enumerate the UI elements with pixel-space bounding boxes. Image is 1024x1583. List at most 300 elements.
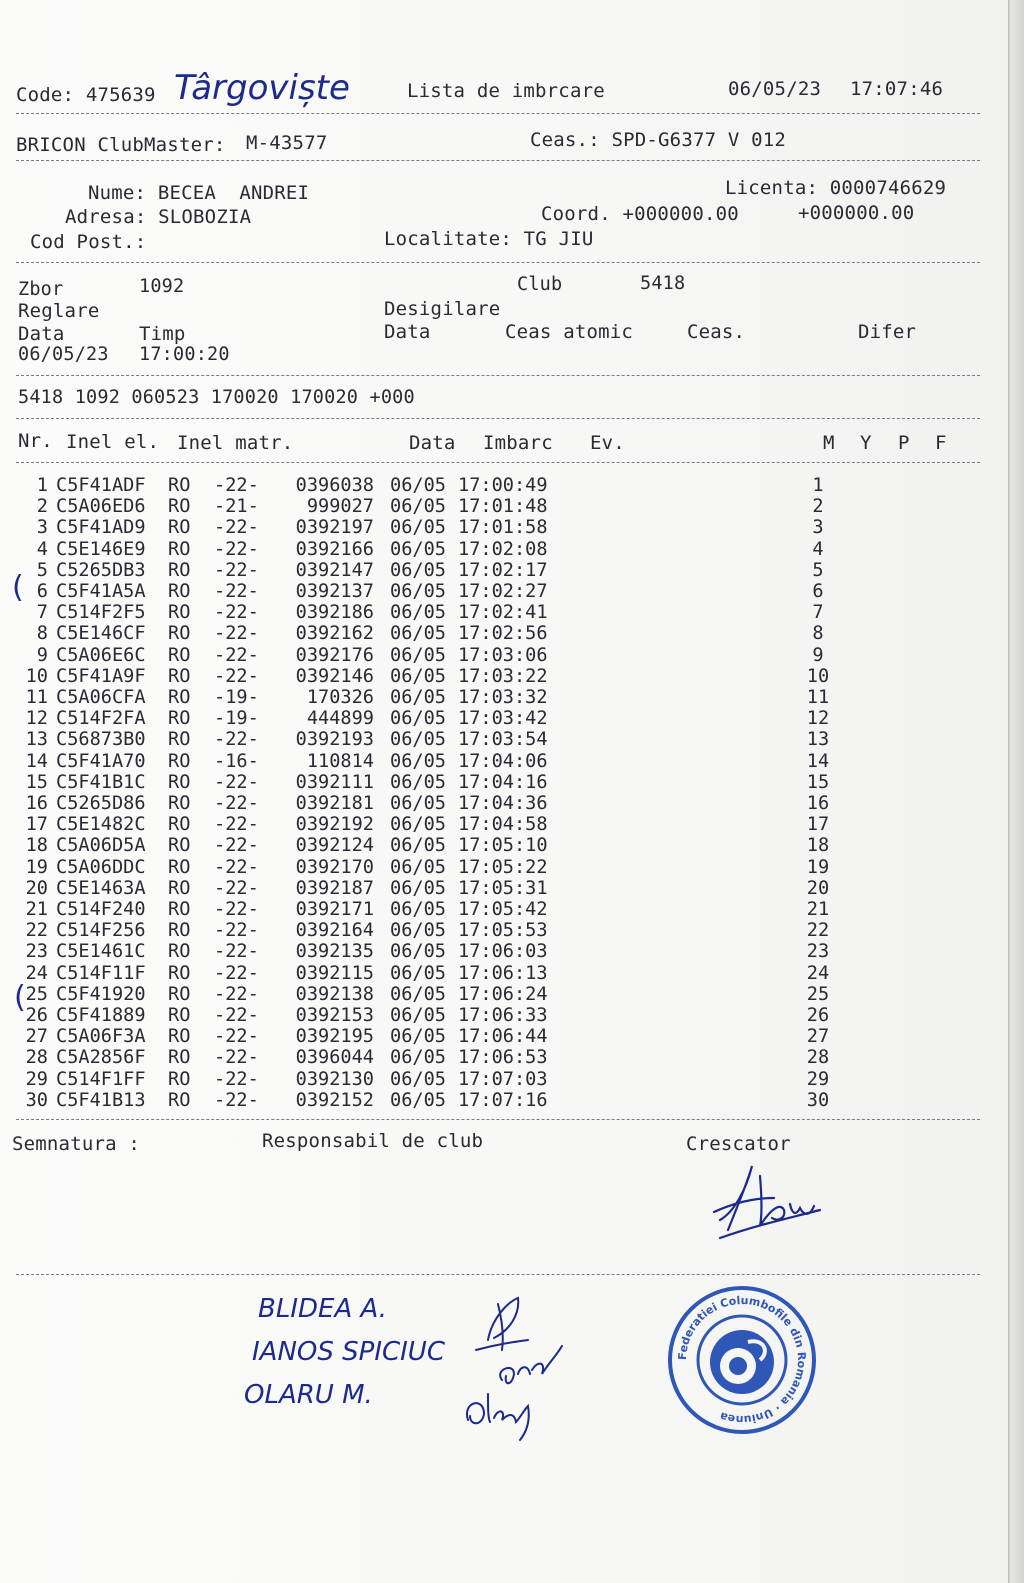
cell-el: C5A06E6C: [56, 644, 146, 666]
cell-co: RO: [168, 708, 191, 730]
cell-da: 06/05: [390, 835, 446, 857]
cell-ma: 0392192: [295, 814, 374, 836]
table-row: [18, 1090, 838, 1111]
owner-address-line: Adresa: SLOBOZIA: [65, 206, 252, 228]
cell-m: 13: [806, 729, 830, 751]
cell-el: C514F11F: [56, 962, 146, 984]
cell-ti: 17:00:49: [458, 475, 548, 496]
license-line: Licenta: 0000746629: [725, 177, 947, 199]
cell-el: C5F41889: [56, 1005, 146, 1027]
cell-yr: -22-: [214, 1005, 259, 1027]
cell-co: RO: [168, 750, 191, 772]
difer-label: Difer: [858, 321, 917, 343]
table-row: [18, 899, 838, 920]
cell-ev: [558, 857, 798, 878]
cell-da: 06/05: [390, 1047, 446, 1069]
cell-ti: 17:02:56: [458, 623, 548, 645]
cell-m: 1: [812, 475, 824, 496]
cell-el: C5E1482C: [56, 814, 146, 836]
cell-m: 16: [806, 793, 830, 815]
ceas-label: Ceas.: [687, 321, 746, 343]
cell-ti: 17:03:06: [458, 644, 548, 666]
cell-yr: -22-: [214, 475, 259, 496]
basketing-table: [18, 475, 838, 1111]
cell-ti: 17:06:24: [458, 983, 548, 1005]
cell-nr: 8: [36, 623, 48, 645]
cell-nr: 21: [25, 899, 48, 921]
cell-el: C5A06CFA: [56, 687, 146, 709]
table-row: [18, 602, 838, 623]
cell-m: 28: [806, 1047, 830, 1069]
cell-co: RO: [168, 920, 191, 942]
federation-stamp: [664, 1282, 820, 1438]
cell-m: 14: [806, 750, 830, 772]
table-row: [18, 517, 838, 538]
cell-nr: 6: [36, 581, 48, 603]
cell-nr: 22: [25, 920, 48, 942]
owner-address: SLOBOZIA: [158, 206, 252, 228]
th-f: F: [935, 432, 947, 454]
divider: [16, 375, 980, 376]
cell-yr: -22-: [214, 1089, 259, 1111]
cell-nr: 16: [25, 793, 48, 815]
cell-nr: 14: [25, 750, 48, 772]
cell-ti: 17:05:42: [458, 899, 548, 921]
cell-ev: [558, 729, 798, 750]
reglare-label: Reglare: [18, 300, 100, 322]
cell-yr: -22-: [214, 983, 259, 1005]
cell-nr: 24: [25, 962, 48, 984]
cell-co: RO: [168, 559, 191, 581]
cell-co: RO: [168, 538, 191, 560]
cell-yr: -21-: [214, 496, 259, 518]
cell-ev: [558, 751, 798, 772]
cell-ma: 0392124: [295, 835, 374, 857]
reg-date: 06/05/23: [18, 344, 109, 365]
cell-el: C5F41A70: [56, 750, 146, 772]
cell-yr: -22-: [214, 856, 259, 878]
cell-el: C5F41B13: [56, 1089, 146, 1111]
cell-ti: 17:06:53: [458, 1047, 548, 1069]
cell-nr: 5: [36, 559, 48, 581]
cell-co: RO: [168, 877, 191, 899]
pen-mark-bracket: (: [12, 570, 24, 605]
cell-ti: 17:05:53: [458, 920, 548, 942]
cell-da: 06/05: [390, 1026, 446, 1048]
cell-ti: 17:05:22: [458, 856, 548, 878]
cell-ev: [558, 666, 798, 687]
cell-m: 21: [806, 899, 830, 921]
cell-yr: -22-: [214, 644, 259, 666]
paper-edge: [1008, 0, 1024, 1583]
cell-co: RO: [168, 941, 191, 963]
breeder-label: Crescator: [686, 1133, 791, 1155]
table-row: [18, 963, 838, 984]
atomic-label: Ceas atomic: [505, 321, 634, 343]
cell-ev: [558, 878, 798, 899]
cell-nr: 11: [25, 687, 48, 709]
cell-m: 29: [806, 1068, 830, 1090]
cell-da: 06/05: [390, 920, 446, 942]
cell-ma: 0392138: [295, 983, 374, 1005]
th-nr: Nr.: [18, 430, 53, 452]
cell-da: 06/05: [390, 538, 446, 560]
divider: [16, 160, 980, 161]
cell-m: 12: [806, 708, 830, 730]
cell-co: RO: [168, 1089, 191, 1111]
cell-el: C514F2F5: [56, 602, 146, 624]
cell-ma: 0392195: [295, 1026, 374, 1048]
cell-ti: 17:07:03: [458, 1068, 548, 1090]
cell-m: 20: [806, 877, 830, 899]
cell-yr: -22-: [214, 559, 259, 581]
cell-yr: -22-: [214, 1068, 259, 1090]
cell-da: 06/05: [390, 644, 446, 666]
table-row: [18, 623, 838, 644]
cell-ma: 444899: [306, 708, 374, 730]
cell-co: RO: [168, 517, 191, 539]
club-label: Club: [517, 274, 563, 295]
cell-ti: 17:03:32: [458, 687, 548, 709]
table-row: [18, 1026, 838, 1047]
clock-value: SPD-G6377 V 012: [611, 129, 787, 151]
cell-da: 06/05: [390, 793, 446, 815]
cell-ti: 17:06:44: [458, 1026, 548, 1048]
table-row: [18, 857, 838, 878]
cell-ma: 0392181: [295, 793, 374, 815]
cell-ti: 17:03:22: [458, 665, 548, 687]
cell-m: 5: [812, 559, 824, 581]
cell-co: RO: [168, 793, 191, 815]
cell-co: RO: [168, 729, 191, 751]
table-row: [18, 878, 838, 899]
cell-el: C5A06ED6: [56, 496, 146, 518]
timp-label: Timp: [139, 323, 186, 345]
cell-nr: 23: [25, 941, 48, 963]
cell-el: C5A06F3A: [56, 1026, 146, 1048]
th-ev: Ev.: [590, 432, 625, 454]
cell-el: C514F256: [56, 920, 146, 942]
cell-nr: 4: [36, 538, 48, 560]
cell-co: RO: [168, 835, 191, 857]
cell-ev: [558, 1026, 798, 1047]
cell-nr: 2: [36, 496, 48, 518]
witness-name: OLARU M.: [244, 1380, 373, 1410]
cell-da: 06/05: [390, 475, 446, 496]
cell-yr: -22-: [214, 581, 259, 603]
header-time: 17:07:46: [850, 78, 944, 100]
cell-ti: 17:07:16: [458, 1089, 548, 1111]
cell-yr: -22-: [214, 941, 259, 963]
cell-el: C5F41A5A: [56, 581, 146, 603]
table-row: [18, 729, 838, 750]
cell-ev: [558, 835, 798, 856]
desigilare-label: Desigilare: [384, 298, 501, 320]
cell-nr: 20: [25, 877, 48, 899]
data-label: Data: [18, 323, 65, 345]
cell-da: 06/05: [390, 496, 446, 518]
th-imbarc: Imbarc: [483, 432, 553, 454]
cell-yr: -22-: [214, 665, 259, 687]
cell-ti: 17:06:03: [458, 941, 548, 963]
cell-yr: -22-: [214, 602, 259, 624]
cell-ma: 0392193: [295, 729, 374, 751]
cell-yr: -16-: [214, 750, 259, 772]
cell-m: 25: [806, 983, 830, 1005]
divider: [16, 1119, 980, 1120]
cell-ev: [558, 602, 798, 623]
cell-co: RO: [168, 496, 191, 518]
cell-el: C5265D86: [56, 793, 146, 815]
cell-nr: 27: [25, 1026, 48, 1048]
cell-ti: 17:04:58: [458, 814, 548, 836]
cell-co: RO: [168, 665, 191, 687]
cell-co: RO: [168, 962, 191, 984]
cell-el: C514F2FA: [56, 708, 146, 730]
cell-nr: 7: [36, 602, 48, 624]
cell-ev: [558, 1069, 798, 1090]
cell-nr: 25: [25, 983, 48, 1005]
postal-label: Cod Post.:: [30, 231, 147, 253]
cell-yr: -22-: [214, 729, 259, 751]
header-date: 06/05/23: [728, 78, 822, 100]
locality-value: TG JIU: [523, 228, 594, 250]
cell-ev: [558, 1090, 798, 1111]
locality-line: Localitate: TG JIU: [384, 228, 594, 250]
table-row: [18, 751, 838, 772]
cell-nr: 12: [25, 708, 48, 730]
cell-m: 18: [806, 835, 830, 857]
cell-da: 06/05: [390, 665, 446, 687]
zbor-value: 1092: [139, 276, 185, 297]
cell-da: 06/05: [390, 559, 446, 581]
cell-yr: -22-: [214, 793, 259, 815]
cell-yr: -22-: [214, 1026, 259, 1048]
cell-m: 27: [806, 1026, 830, 1048]
table-row: [18, 708, 838, 729]
cell-ev: [558, 772, 798, 793]
cell-ma: 0392111: [295, 771, 374, 793]
cell-co: RO: [168, 602, 191, 624]
summary-line: 5418 1092 060523 170020 170020 +000: [18, 387, 415, 408]
data2-label: Data: [384, 321, 431, 343]
cell-el: C5A06DDC: [56, 856, 146, 878]
th-y: Y: [860, 432, 872, 454]
cell-ti: 17:04:06: [458, 750, 548, 772]
cell-m: 8: [812, 623, 824, 645]
table-body: [18, 475, 838, 1111]
cell-el: C5F41B1C: [56, 771, 146, 793]
cell-m: 19: [806, 856, 830, 878]
pen-mark-bracket: (: [14, 980, 26, 1015]
cell-ev: [558, 793, 798, 814]
cell-el: C5F41A9F: [56, 665, 146, 687]
cell-ev: [558, 899, 798, 920]
cell-co: RO: [168, 687, 191, 709]
table-row: [18, 560, 838, 581]
cell-co: RO: [168, 1026, 191, 1048]
th-data: Data: [409, 432, 456, 454]
cell-el: C514F1FF: [56, 1068, 146, 1090]
table-row: [18, 645, 838, 666]
table-row: [18, 1047, 838, 1068]
cell-da: 06/05: [390, 1089, 446, 1111]
cell-ti: 17:05:10: [458, 835, 548, 857]
handwritten-city: Târgoviște: [174, 68, 350, 108]
cell-ma: 0392197: [295, 517, 374, 539]
cell-nr: 30: [25, 1089, 48, 1111]
cell-ti: 17:02:08: [458, 538, 548, 560]
cell-m: 24: [806, 962, 830, 984]
cell-ev: [558, 984, 798, 1005]
cell-ev: [558, 475, 798, 496]
cell-nr: 3: [36, 517, 48, 539]
cell-ev: [558, 560, 798, 581]
cell-m: 26: [806, 1005, 830, 1027]
cell-el: C5E146E9: [56, 538, 146, 560]
table-row: [18, 496, 838, 517]
cell-el: C5A2856F: [56, 1047, 146, 1069]
cell-da: 06/05: [390, 708, 446, 730]
cell-el: C5E146CF: [56, 623, 146, 645]
cell-da: 06/05: [390, 877, 446, 899]
cell-el: C5E1461C: [56, 941, 146, 963]
table-row: [18, 941, 838, 962]
cell-ma: 0396038: [295, 475, 374, 496]
cell-el: C514F240: [56, 899, 146, 921]
cell-ev: [558, 496, 798, 517]
th-inel-el: Inel el.: [66, 431, 160, 453]
cell-ma: 0392147: [295, 559, 374, 581]
cell-ev: [558, 920, 798, 941]
cell-yr: -22-: [214, 517, 259, 539]
table-row: [18, 814, 838, 835]
table-row: [18, 793, 838, 814]
cell-ev: [558, 539, 798, 560]
cell-da: 06/05: [390, 941, 446, 963]
cell-ev: [558, 623, 798, 644]
cell-yr: -22-: [214, 814, 259, 836]
cell-ma: 0396044: [295, 1047, 374, 1069]
cell-da: 06/05: [390, 962, 446, 984]
th-inel-matr: Inel matr.: [177, 432, 294, 454]
cell-ma: 0392170: [295, 856, 374, 878]
cell-ev: [558, 645, 798, 666]
device-value: M-43577: [246, 132, 328, 154]
cell-yr: -19-: [214, 708, 259, 730]
device-label: BRICON ClubMaster:: [16, 134, 226, 156]
cell-co: RO: [168, 644, 191, 666]
cell-ma: 0392153: [295, 1005, 374, 1027]
cell-co: RO: [168, 1068, 191, 1090]
cell-nr: 29: [25, 1068, 48, 1090]
cell-ti: 17:02:17: [458, 559, 548, 581]
cell-ti: 17:01:48: [458, 496, 548, 518]
cell-ti: 17:03:42: [458, 708, 548, 730]
cell-el: C5F41920: [56, 983, 146, 1005]
cell-yr: -22-: [214, 877, 259, 899]
cell-yr: -22-: [214, 771, 259, 793]
divider: [16, 418, 980, 419]
cell-m: 6: [812, 581, 824, 603]
code-line: Code: 475639: [16, 84, 156, 106]
coord-x: +000000.00: [622, 203, 739, 225]
cell-da: 06/05: [390, 1068, 446, 1090]
cell-da: 06/05: [390, 983, 446, 1005]
cell-m: 30: [806, 1089, 830, 1111]
cell-yr: -22-: [214, 1047, 259, 1069]
table-row: [18, 920, 838, 941]
cell-co: RO: [168, 1047, 191, 1069]
cell-yr: -19-: [214, 687, 259, 709]
cell-m: 3: [812, 517, 824, 539]
cell-yr: -22-: [214, 835, 259, 857]
cell-m: 7: [812, 602, 824, 624]
cell-ma: 0392130: [295, 1068, 374, 1090]
cell-co: RO: [168, 623, 191, 645]
cell-nr: 28: [25, 1047, 48, 1069]
cell-yr: -22-: [214, 962, 259, 984]
cell-ev: [558, 941, 798, 962]
clock-line: Ceas.: SPD-G6377 V 012: [530, 129, 787, 151]
cell-yr: -22-: [214, 899, 259, 921]
cell-m: 11: [806, 687, 830, 709]
table-row: [18, 1069, 838, 1090]
cell-nr: 10: [25, 665, 48, 687]
cell-da: 06/05: [390, 856, 446, 878]
table-row: [18, 1005, 838, 1026]
signature-label: Semnatura :: [12, 1133, 141, 1155]
cell-nr: 1: [36, 475, 48, 496]
divider: [16, 1274, 980, 1275]
cell-ma: 0392162: [295, 623, 374, 645]
table-row: [18, 772, 838, 793]
cell-el: C56873B0: [56, 729, 146, 751]
cell-el: C5A06D5A: [56, 835, 146, 857]
cell-ev: [558, 963, 798, 984]
cell-da: 06/05: [390, 750, 446, 772]
cell-da: 06/05: [390, 581, 446, 603]
cell-ma: 0392115: [295, 962, 374, 984]
cell-ma: 0392135: [295, 941, 374, 963]
cell-yr: -22-: [214, 538, 259, 560]
cell-nr: 13: [25, 729, 48, 751]
witness-name: BLIDEA A.: [258, 1294, 388, 1324]
cell-co: RO: [168, 856, 191, 878]
svg-text:Federatiei Columbofile din Rom: Federatiei Columbofile din Romania · Uniunea: [675, 1293, 809, 1427]
table-row: [18, 475, 838, 496]
cell-nr: 18: [25, 835, 48, 857]
cell-nr: 26: [25, 1005, 48, 1027]
cell-nr: 19: [25, 856, 48, 878]
cell-co: RO: [168, 475, 191, 496]
cell-m: 2: [812, 496, 824, 518]
cell-m: 15: [806, 771, 830, 793]
cell-ti: 17:06:33: [458, 1005, 548, 1027]
cell-da: 06/05: [390, 899, 446, 921]
cell-ma: 0392171: [295, 899, 374, 921]
owner-name: BECEA ANDREI: [157, 182, 310, 204]
cell-ti: 17:04:36: [458, 793, 548, 815]
cell-ev: [558, 687, 798, 708]
table-row: [18, 581, 838, 602]
owner-name-line: Nume: BECEA ANDREI: [88, 182, 310, 204]
cell-ev: [558, 581, 798, 602]
cell-ev: [558, 1005, 798, 1026]
cell-el: C5F41ADF: [56, 475, 146, 496]
cell-ma: 110814: [306, 750, 374, 772]
witness-name: IANOS SPICIUC: [252, 1337, 445, 1367]
